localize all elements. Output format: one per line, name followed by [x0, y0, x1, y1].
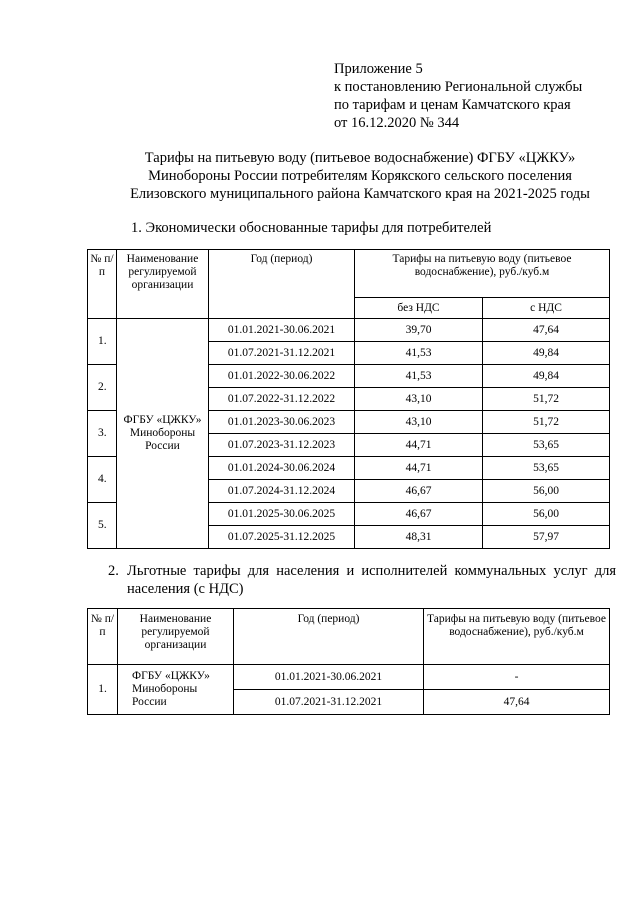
- tariff-no-vat-cell: 43,10: [355, 388, 483, 411]
- tariff-vat-cell: 53,65: [483, 434, 610, 457]
- period-cell: 01.01.2024-30.06.2024: [209, 457, 355, 480]
- tariff-no-vat-cell: 41,53: [355, 342, 483, 365]
- appendix-line: от 16.12.2020 № 344: [334, 115, 460, 131]
- org-name-cell: ФГБУ «ЦЖКУ» Минобороны России: [118, 665, 234, 715]
- row-number: 1.: [88, 665, 118, 715]
- tariff-no-vat-cell: 48,31: [355, 526, 483, 549]
- tariff-no-vat-cell: 39,70: [355, 319, 483, 342]
- tariff-vat-cell: 56,00: [483, 480, 610, 503]
- tariff-vat-cell: 51,72: [483, 388, 610, 411]
- header-num: № п/п: [88, 609, 118, 665]
- period-cell: 01.07.2025-31.12.2025: [209, 526, 355, 549]
- period-cell: 01.07.2023-31.12.2023: [209, 434, 355, 457]
- section-2-heading: [108, 562, 616, 598]
- tariff-cell: 47,64: [424, 690, 610, 715]
- tariff-table-economic: [87, 249, 610, 549]
- tariff-table-preferential: [87, 608, 610, 715]
- header-period: Год (период): [209, 250, 355, 319]
- period-cell: 01.01.2025-30.06.2025: [209, 503, 355, 526]
- tariff-vat-cell: 49,84: [483, 365, 610, 388]
- header-org: Наименование регулируемой организации: [117, 250, 209, 319]
- tariff-no-vat-cell: 43,10: [355, 411, 483, 434]
- period-cell: 01.01.2021-30.06.2021: [209, 319, 355, 342]
- tariff-vat-cell: 56,00: [483, 503, 610, 526]
- title-line: Тарифы на питьевую воду (питьевое водоснабжение) ФГБУ «ЦЖКУ»: [144, 150, 576, 166]
- appendix-header: [334, 60, 582, 132]
- row-number: 3.: [88, 411, 117, 457]
- appendix-line: по тарифам и ценам Камчатского края: [334, 97, 571, 113]
- appendix-line: Приложение 5: [334, 61, 423, 77]
- period-cell: 01.07.2024-31.12.2024: [209, 480, 355, 503]
- row-number: 1.: [88, 319, 117, 365]
- tariff-cell: -: [424, 665, 610, 690]
- tariff-vat-cell: 57,97: [483, 526, 610, 549]
- tariff-no-vat-cell: 46,67: [355, 503, 483, 526]
- tariff-vat-cell: 49,84: [483, 342, 610, 365]
- header-tariff: Тарифы на питьевую воду (питьевое водоснабжение), руб./куб.м: [355, 250, 610, 298]
- tariff-no-vat-cell: 44,71: [355, 434, 483, 457]
- section-2-text: Льготные тарифы для населения и исполнителей коммунальных услуг для населения (с НДС): [127, 563, 616, 597]
- title-line: Минобороны России потребителям Корякского сельского поселения: [148, 168, 572, 184]
- header-num: № п/п: [88, 250, 117, 319]
- section-1-heading: 1. Экономически обоснованные тарифы для потребителей: [131, 220, 492, 236]
- tariff-vat-cell: 47,64: [483, 319, 610, 342]
- header-no-vat: без НДС: [355, 298, 483, 319]
- period-cell: 01.01.2022-30.06.2022: [209, 365, 355, 388]
- tariff-no-vat-cell: 46,67: [355, 480, 483, 503]
- tariff-vat-cell: 51,72: [483, 411, 610, 434]
- org-name-cell: ФГБУ «ЦЖКУ» Минобороны России: [117, 319, 209, 549]
- row-number: 2.: [88, 365, 117, 411]
- period-cell: 01.07.2021-31.12.2021: [234, 690, 424, 715]
- period-cell: 01.07.2022-31.12.2022: [209, 388, 355, 411]
- period-cell: 01.01.2023-30.06.2023: [209, 411, 355, 434]
- document-title: [80, 149, 640, 203]
- tariff-vat-cell: 53,65: [483, 457, 610, 480]
- section-2-number: 2.: [108, 563, 119, 579]
- header-org: Наименование регулируемой организации: [118, 609, 234, 665]
- row-number: 5.: [88, 503, 117, 549]
- period-cell: 01.07.2021-31.12.2021: [209, 342, 355, 365]
- header-tariff: Тарифы на питьевую воду (питьевое водоснабжение), руб./куб.м: [424, 609, 610, 665]
- appendix-line: к постановлению Региональной службы: [334, 79, 583, 95]
- tariff-no-vat-cell: 44,71: [355, 457, 483, 480]
- title-line: Елизовского муниципального района Камчатского края на 2021-2025 годы: [130, 186, 590, 202]
- period-cell: 01.01.2021-30.06.2021: [234, 665, 424, 690]
- tariff-no-vat-cell: 41,53: [355, 365, 483, 388]
- header-period: Год (период): [234, 609, 424, 665]
- header-vat: с НДС: [483, 298, 610, 319]
- row-number: 4.: [88, 457, 117, 503]
